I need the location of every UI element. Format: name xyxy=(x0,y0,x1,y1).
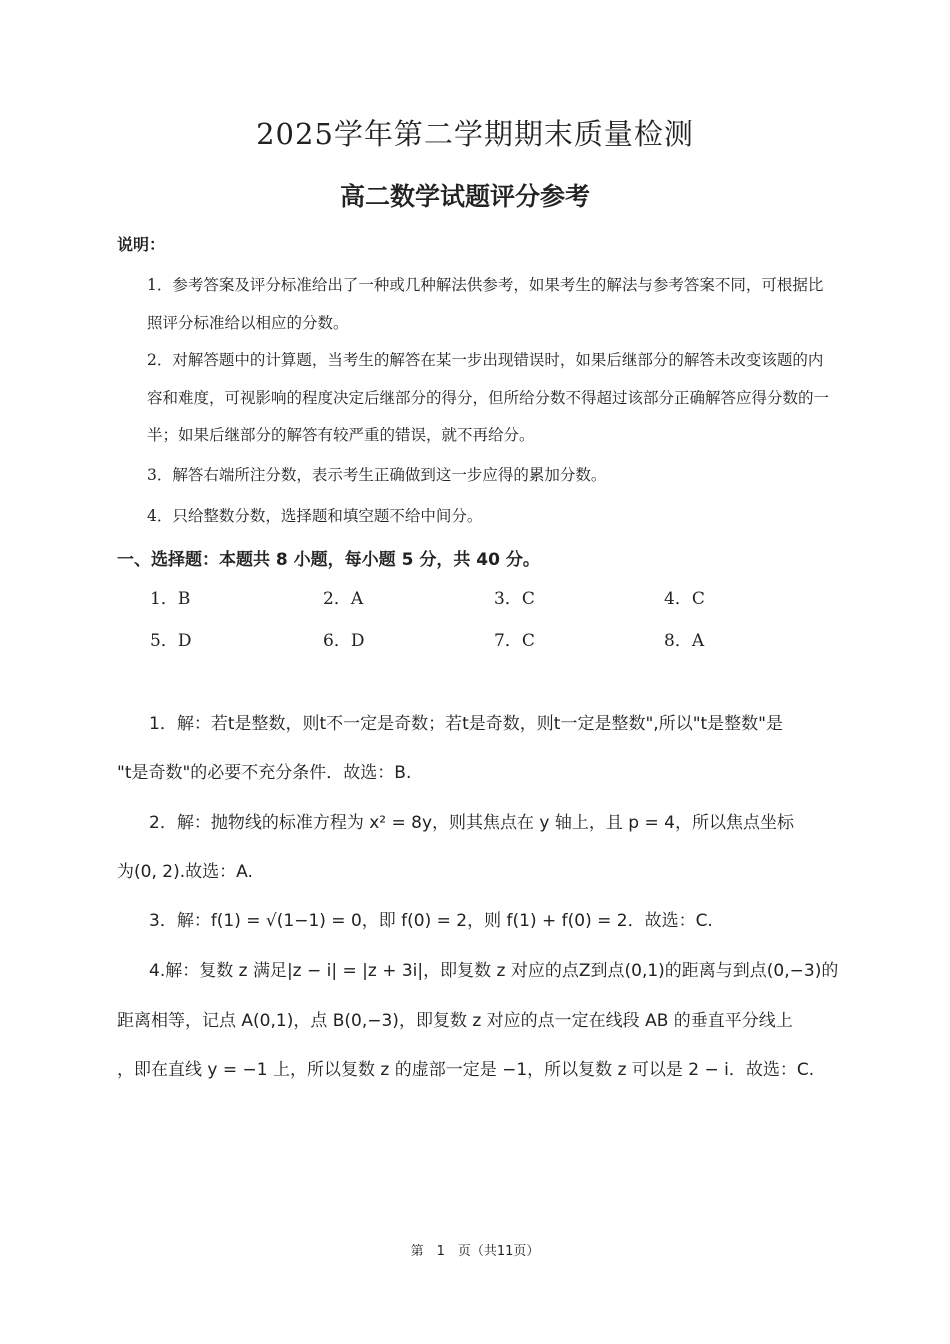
note-item-4 xyxy=(117,498,835,536)
note-item-3 xyxy=(117,457,835,495)
page-footer: 第 1 页（共11页） xyxy=(410,1244,540,1259)
solution-4-line-2: 距离相等，记点 A(0,1)，点 B(0,−3)，即复数 z 对应的点一定在线段 AB 的垂直平分线上 xyxy=(117,1011,793,1031)
note-item-2 xyxy=(117,342,835,455)
document-title: 2025学年第二学期期末质量检测 xyxy=(256,117,694,151)
note-item-1 xyxy=(117,267,835,342)
note-item-4-text: 4．只给整数分数，选择题和填空题不给中间分。 xyxy=(147,507,483,525)
solution-1-line-1: 1．解：若t是整数，则t不一定是奇数；若t是奇数，则t一定是整数",所以"t是整数"是 xyxy=(149,714,784,734)
solution-4-line-3: ，即在直线 y = −1 上，所以复数 z 的虚部一定是 −1，所以复数 z 可以是 2 − i．故选：C. xyxy=(117,1060,815,1080)
note-item-1-text: 1．参考答案及评分标准给出了一种或几种解法供参考，如果考生的解法与参考答案不同，可根据比照评分标准给以相应的分数。 xyxy=(147,276,824,332)
solution-1-line-2: "t是奇数"的必要不充分条件．故选：B. xyxy=(117,763,412,783)
solution-2-line-2: 为(0, 2).故选：A. xyxy=(117,862,253,882)
answer-item: 7．C xyxy=(494,631,535,651)
solution-2-line-1: 2．解：抛物线的标准方程为 x² = 8y，则其焦点在 y 轴上，且 p = 4，所以焦点坐标 xyxy=(149,813,794,833)
note-item-3-text: 3．解答右端所注分数，表示考生正确做到这一步应得的累加分数。 xyxy=(147,466,607,484)
notes-heading: 说明： xyxy=(117,235,166,254)
solution-3-line-1: 3．解：f(1) = √(1−1) = 0，即 f(0) = 2，则 f(1) + f(0) = 2．故选：C. xyxy=(149,911,713,931)
answer-item: 2．A xyxy=(323,589,364,609)
answer-item: 6．D xyxy=(323,631,365,651)
answer-item: 4．C xyxy=(664,589,705,609)
document-subtitle: 高二数学试题评分参考 xyxy=(339,182,590,211)
answer-item: 1．B xyxy=(150,589,191,609)
answer-item: 5．D xyxy=(150,631,192,651)
answer-item: 8．A xyxy=(664,631,705,651)
note-item-2-text: 2．对解答题中的计算题，当考生的解答在某一步出现错误时，如果后继部分的解答未改变该题的内容和难度，可视影响的程度决定后继部分的得分，但所给分数不得超过该部分正确解答应得分数的一半；如果后继部分的解答有较严重的错误，就不再给分。 xyxy=(147,351,830,444)
answer-item: 3．C xyxy=(494,589,535,609)
solution-4-line-1: 4.解：复数 z 满足|z − i| = |z + 3i|，即复数 z 对应的点Z到点(0,1)的距离与到点(0,−3)的 xyxy=(149,961,839,981)
section-heading: 一、选择题：本题共 8 小题，每小题 5 分，共 40 分。 xyxy=(117,550,540,570)
